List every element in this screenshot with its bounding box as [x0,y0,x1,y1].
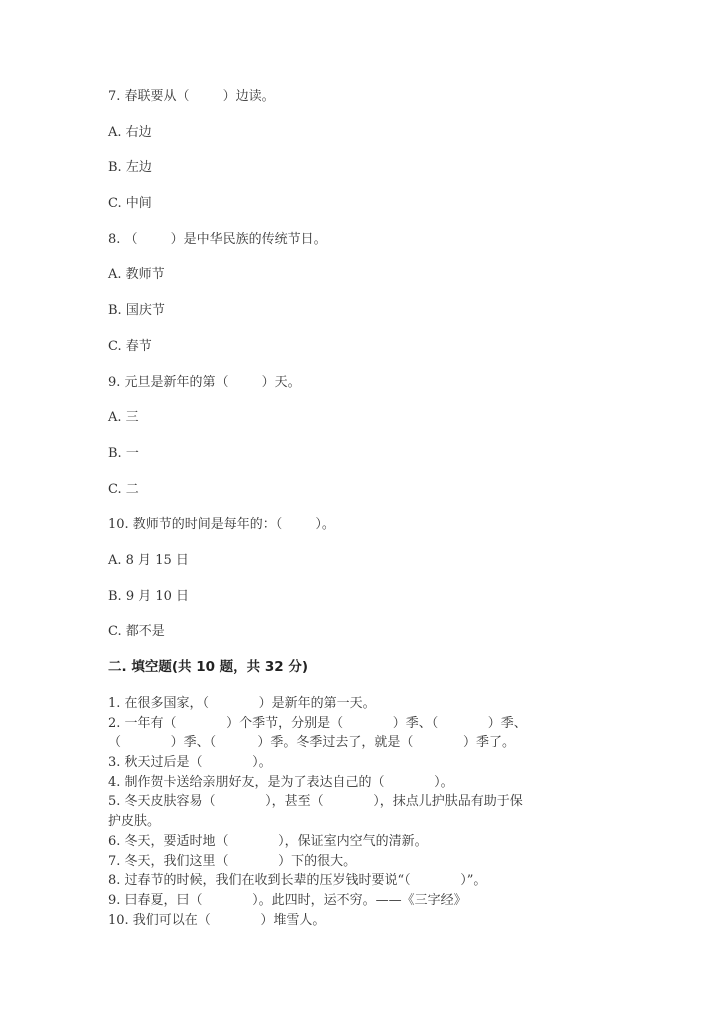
fill-line: 2. 一年有（ ）个季节，分别是（ ）季、（ ）季、 [108,715,527,731]
option: C. 都不是 [108,624,165,640]
question-8: 8. （ ）是中华民族的传统节日。 [108,231,327,247]
fill-line: 4. 制作贺卡送给亲朋好友，是为了表达自己的（ ）。 [108,774,454,790]
fill-line: 8. 过春节的时候，我们在收到长辈的压岁钱时要说“（ ）”。 [108,873,487,889]
fill-line: 6. 冬天，要适时地（ ），保证室内空气的清新。 [108,833,428,849]
option: A. 教师节 [108,267,165,283]
option: A. 三 [108,410,139,426]
option: B. 9 月 10 日 [108,588,190,604]
fill-line: 5. 冬天皮肤容易（ ），甚至（ ），抹点儿护肤品有助于保 [108,794,523,810]
option: A. 右边 [108,124,152,140]
option: B. 一 [108,445,139,461]
fill-line: 9. 曰春夏，曰（ ）。此四时，运不穷。——《三字经》 [108,892,467,908]
section-title: 二. 填空题(共 10 题，共 32 分) [108,659,309,675]
fill-line: 7. 冬天，我们这里（ ）下的很大。 [108,853,357,869]
option: A. 8 月 15 日 [108,552,189,568]
question-10: 10. 教师节的时间是每年的：（ ）。 [108,517,335,533]
option: B. 左边 [108,160,152,176]
fill-line: 1. 在很多国家，（ ）是新年的第一天。 [108,696,376,711]
question-9: 9. 元旦是新年的第（ ）天。 [108,374,301,390]
fill-line: 10. 我们可以在（ ）堆雪人。 [108,912,326,928]
fill-line: （ ）季、（ ）季。冬季过去了，就是（ ）季了。 [108,735,515,751]
fill-line: 护皮肤。 [108,814,161,830]
multiple-choice-section [108,87,628,658]
option: C. 中间 [108,196,152,212]
fill-line: 3. 秋天过后是（ ）。 [108,755,272,771]
option: C. 二 [108,481,139,497]
option: C. 春节 [108,338,152,354]
option: B. 国庆节 [108,303,165,319]
fill-in-section [108,694,628,930]
question-7: 7. 春联要从（ ）边读。 [108,89,275,104]
